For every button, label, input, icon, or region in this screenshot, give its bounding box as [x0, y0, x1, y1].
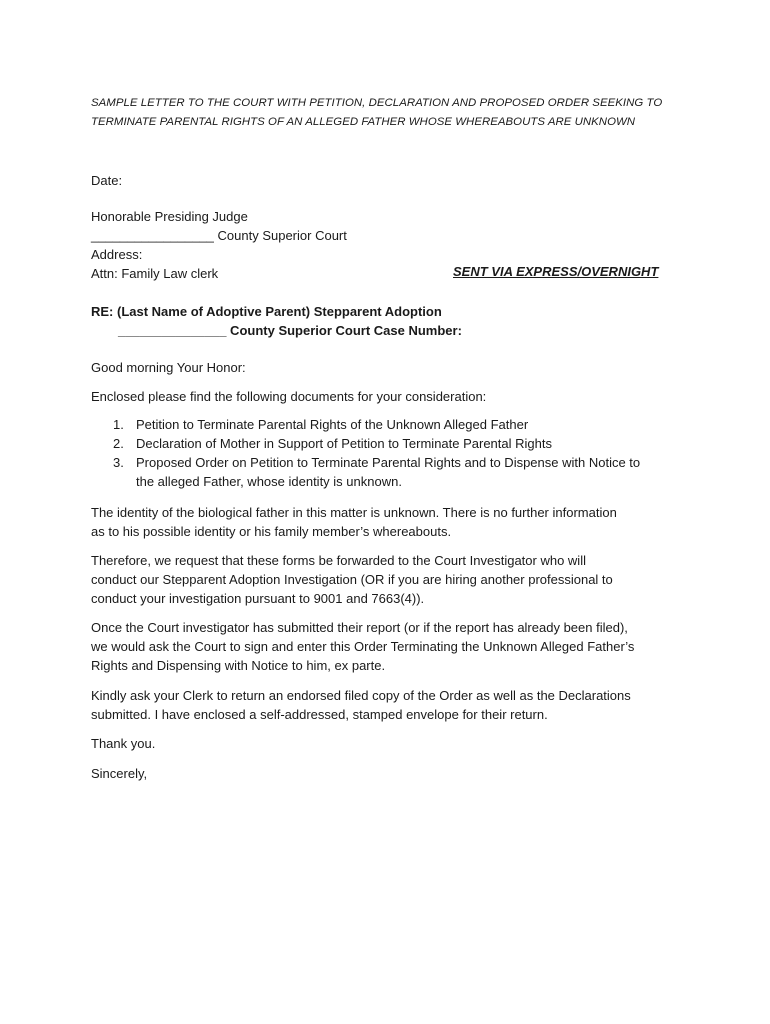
- sent-via-label: SENT VIA EXPRESS/OVERNIGHT: [453, 264, 659, 279]
- greeting: Good morning Your Honor:: [91, 360, 246, 375]
- thank-you: Thank you.: [91, 736, 156, 751]
- letter-heading-line-1: SAMPLE LETTER TO THE COURT WITH PETITION, DECLARATION AND PROPOSED ORDER SEEKING TO: [91, 97, 663, 109]
- paragraph-line: we would ask the Court to sign and enter this Order Terminating the Unknown Alleged Father’s: [91, 639, 635, 654]
- paragraph-line: Kindly ask your Clerk to return an endorsed filed copy of the Order as well as the Declarations: [91, 688, 631, 703]
- paragraph-line: conduct your investigation pursuant to 9001 and 7663(4)).: [91, 591, 425, 606]
- case-number-line: _______________ County Superior Court Case Number:: [118, 323, 462, 338]
- date-label: Date:: [91, 173, 123, 188]
- paragraph-line: The identity of the biological father in this matter is unknown. There is no further information: [91, 505, 617, 520]
- list-item-continuation: the alleged Father, whose identity is unknown.: [136, 474, 402, 489]
- paragraph-line: Once the Court investigator has submitted their report (or if the report has already been filed),: [91, 620, 628, 635]
- closing: Sincerely,: [91, 766, 148, 781]
- letter-heading-line-2: TERMINATE PARENTAL RIGHTS OF AN ALLEGED FATHER WHOSE WHEREABOUTS ARE UNKNOWN: [91, 116, 636, 128]
- list-item: Declaration of Mother in Support of Petition to Terminate Parental Rights: [136, 436, 552, 451]
- list-number: 1.: [113, 417, 124, 432]
- addressee-attn: Attn: Family Law clerk: [91, 266, 219, 281]
- list-number: 2.: [113, 436, 124, 451]
- addressee-judge: Honorable Presiding Judge: [91, 209, 248, 224]
- paragraph-line: conduct our Stepparent Adoption Investigation (OR if you are hiring another professional to: [91, 572, 613, 587]
- paragraph-line: as to his possible identity or his family member’s whereabouts.: [91, 524, 452, 539]
- list-number: 3.: [113, 455, 124, 470]
- addressee-address: Address:: [91, 247, 143, 262]
- re-line: RE: (Last Name of Adoptive Parent) Stepparent Adoption: [91, 304, 442, 319]
- list-item: Petition to Terminate Parental Rights of the Unknown Alleged Father: [136, 417, 529, 432]
- addressee-court: _________________ County Superior Court: [91, 228, 347, 243]
- intro-text: Enclosed please find the following documents for your consideration:: [91, 389, 487, 404]
- paragraph-line: Therefore, we request that these forms be forwarded to the Court Investigator who will: [91, 553, 586, 568]
- paragraph-line: submitted. I have enclosed a self-addressed, stamped envelope for their return.: [91, 707, 548, 722]
- list-item: Proposed Order on Petition to Terminate Parental Rights and to Dispense with Notice to: [136, 455, 641, 470]
- paragraph-line: Rights and Dispensing with Notice to him, ex parte.: [91, 658, 386, 673]
